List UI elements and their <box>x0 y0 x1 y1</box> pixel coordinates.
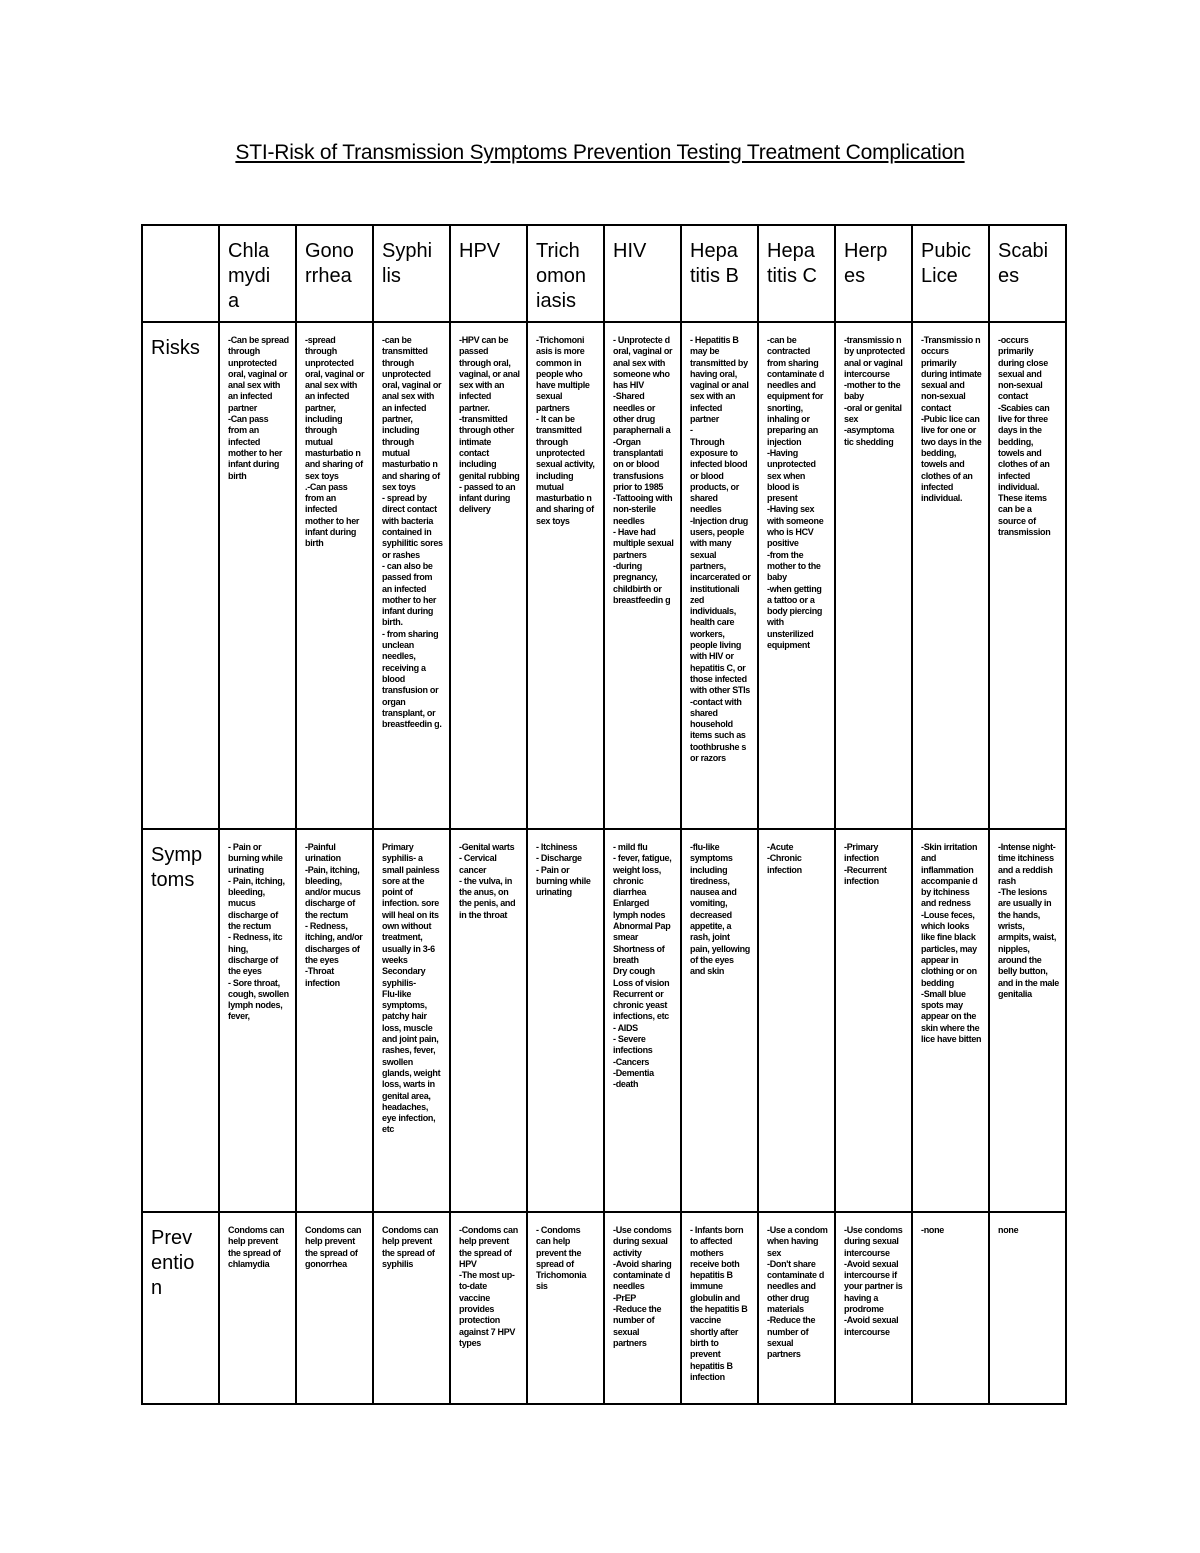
prevention-cell-chlamydia: Condoms can help prevent the spread of chlamydia <box>219 1212 296 1404</box>
column-header-chlamydia: Chla mydi a <box>219 225 296 322</box>
prevention-cell-scabies: none <box>989 1212 1066 1404</box>
symptoms-cell-hepatitis-c: -Acute -Chronic infection <box>758 829 835 1212</box>
corner-cell <box>142 225 219 322</box>
column-header-trichomoniasis: Trich omon iasis <box>527 225 604 322</box>
symptoms-cell-scabies: -Intense night-time itchiness and a reddish rash -The lesions are usually in the hands, wrists, armpits, waist, nipples, around the belly button, and in the male genitalia <box>989 829 1066 1212</box>
symptoms-cell-trichomoniasis: - Itchiness - Discharge - Pain or burning while urinating <box>527 829 604 1212</box>
risks-cell-syphilis: -can be transmitted through unprotected oral, vaginal or anal sex with an infected partner, including through mutual masturbatio n and sharing of sex toys - spread by direct contact with bacteria contained in syphilitic sores or rashes - can also be passed from an infected mother to her infant during birth. - from sharing unclean needles, receiving a blood transfusion or organ transplant, or breastfeedin g. <box>373 322 450 829</box>
column-header-pubic-lice: Pubic Lice <box>912 225 989 322</box>
symptoms-cell-gonorrhea: -Painful urination -Pain, itching, bleeding, and/or mucus discharge of the rectum - Redness, itching, and/or discharges of the eyes -Throat infection <box>296 829 373 1212</box>
prevention-cell-hiv: -Use condoms during sexual activity -Avoid sharing contaminate d needles -PrEP -Reduce the number of sexual partners <box>604 1212 681 1404</box>
column-header-hepatitis-c: Hepa titis C <box>758 225 835 322</box>
risks-cell-hpv: -HPV can be passed through oral, vaginal, or anal sex with an infected partner. -transmitted through other intimate contact including genital rubbing - passed to an infant during delivery <box>450 322 527 829</box>
row-label-symptoms: Symp toms <box>142 829 219 1212</box>
symptoms-cell-hiv: - mild flu - fever, fatigue, weight loss, chronic diarrhea Enlarged lymph nodes Abnormal Pap smear Shortness of breath Dry cough Loss of vision Recurrent or chronic yeast infections, etc - AIDS - Severe infections -Cancers -Dementia -death <box>604 829 681 1212</box>
prevention-cell-pubic-lice: -none <box>912 1212 989 1404</box>
column-header-gonorrhea: Gono rrhea <box>296 225 373 322</box>
symptoms-cell-herpes: -Primary infection -Recurrent infection <box>835 829 912 1212</box>
header-row <box>142 225 1066 322</box>
risks-cell-chlamydia: -Can be spread through unprotected oral, vaginal or anal sex with an infected partner -Can pass from an infected mother to her infant during birth <box>219 322 296 829</box>
risks-cell-herpes: -transmissio n by unprotected anal or vaginal intercourse -mother to the baby -oral or genital sex -asymptoma tic shedding <box>835 322 912 829</box>
risks-row <box>142 322 1066 829</box>
column-header-herpes: Herp es <box>835 225 912 322</box>
risks-cell-hepatitis-c: -can be contracted from sharing contaminate d needles and equipment for snorting, inhaling or preparing an injection -Having unprotected sex when blood is present -Having sex with someone who is HCV positive -from the mother to the baby -when getting a tattoo or a body piercing with unsterilized equipment <box>758 322 835 829</box>
prevention-cell-hepatitis-b: - Infants born to affected mothers receive both hepatitis B immune globulin and the hepatitis B vaccine shortly after birth to prevent hepatitis B infection <box>681 1212 758 1404</box>
prevention-cell-hepatitis-c: -Use a condom when having sex -Don't share contaminate d needles and other drug materials -Reduce the number of sexual partners <box>758 1212 835 1404</box>
column-header-syphilis: Syphi lis <box>373 225 450 322</box>
risks-cell-trichomoniasis: -Trichomoni asis is more common in people who have multiple sexual partners - It can be transmitted through unprotected sexual activity, including mutual masturbatio n and sharing of sex toys <box>527 322 604 829</box>
column-header-scabies: Scabi es <box>989 225 1066 322</box>
symptoms-row <box>142 829 1066 1212</box>
symptoms-cell-hepatitis-b: -flu-like symptoms including tiredness, nausea and vomiting, decreased appetite, a rash, joint pain, yellowing of the eyes and skin <box>681 829 758 1212</box>
prevention-row <box>142 1212 1066 1404</box>
column-header-hpv: HPV <box>450 225 527 322</box>
column-header-hiv: HIV <box>604 225 681 322</box>
risks-cell-gonorrhea: -spread through unprotected oral, vaginal or anal sex with an infected partner, including through mutual masturbatio n and sharing of sex toys .-Can pass from an infected mother to her infant during birth <box>296 322 373 829</box>
prevention-cell-herpes: -Use condoms during sexual intercourse -Avoid sexual intercourse if your partner is having a prodrome -Avoid sexual intercourse <box>835 1212 912 1404</box>
sti-table <box>141 224 1067 1405</box>
document-title: STI-Risk of Transmission Symptoms Prevention Testing Treatment Complication <box>235 141 965 164</box>
risks-cell-hiv: - Unprotecte d oral, vaginal or anal sex with someone who has HIV -Shared needles or other drug paraphernali a -Organ transplantati on or blood transfusions prior to 1985 -Tattooing with non-sterile needles - Have had multiple sexual partners -during pregnancy, childbirth or breastfeedin g <box>604 322 681 829</box>
prevention-cell-hpv: -Condoms can help prevent the spread of HPV -The most up-to-date vaccine provides protection against 7 HPV types <box>450 1212 527 1404</box>
row-label-prevention: Prev entio n <box>142 1212 219 1404</box>
prevention-cell-trichomoniasis: - Condoms can help prevent the spread of Trichomonia sis <box>527 1212 604 1404</box>
risks-cell-hepatitis-b: - Hepatitis B may be transmitted by having oral, vaginal or anal sex with an infected partner - Through exposure to infected blood or blood products, or shared needles -Injection drug users, people with many sexual partners, incarcerated or institutionali zed individuals, health care workers, people living with HIV or hepatitis C, or those infected with other STIs -contact with shared household items such as toothbrushe s or razors <box>681 322 758 829</box>
row-label-risks: Risks <box>142 322 219 829</box>
symptoms-cell-pubic-lice: -Skin irritation and inflammation accompanie d by itchiness and redness -Louse feces, which looks like fine black particles, may appear in clothing or on bedding -Small blue spots may appear on the skin where the lice have bitten <box>912 829 989 1212</box>
risks-cell-pubic-lice: -Transmissio n occurs primarily during intimate sexual and non-sexual contact -Pubic lice can live for one or two days in the bedding, towels and clothes of an infected individual. <box>912 322 989 829</box>
column-header-hepatitis-b: Hepa titis B <box>681 225 758 322</box>
prevention-cell-gonorrhea: Condoms can help prevent the spread of gonorrhea <box>296 1212 373 1404</box>
symptoms-cell-hpv: -Genital warts - Cervical cancer - the vulva, in the anus, on the penis, and in the throat <box>450 829 527 1212</box>
symptoms-cell-syphilis: Primary syphilis- a small painless sore at the point of infection. sore will heal on its own without treatment, usually in 3-6 weeks Secondary syphilis- Flu-like symptoms, patchy hair loss, muscle and joint pain, rashes, fever, swollen glands, weight loss, warts in genital area, headaches, eye infection, etc <box>373 829 450 1212</box>
symptoms-cell-chlamydia: - Pain or burning while urinating - Pain, itching, bleeding, mucus discharge of the rectum - Redness, itc hing, discharge of the eyes - Sore throat, cough, swollen lymph nodes, fever, <box>219 829 296 1212</box>
risks-cell-scabies: -occurs primarily during close sexual and non-sexual contact -Scabies can live for three days in the bedding, towels and clothes of an infected individual. These items can be a source of transmission <box>989 322 1066 829</box>
prevention-cell-syphilis: Condoms can help prevent the spread of syphilis <box>373 1212 450 1404</box>
